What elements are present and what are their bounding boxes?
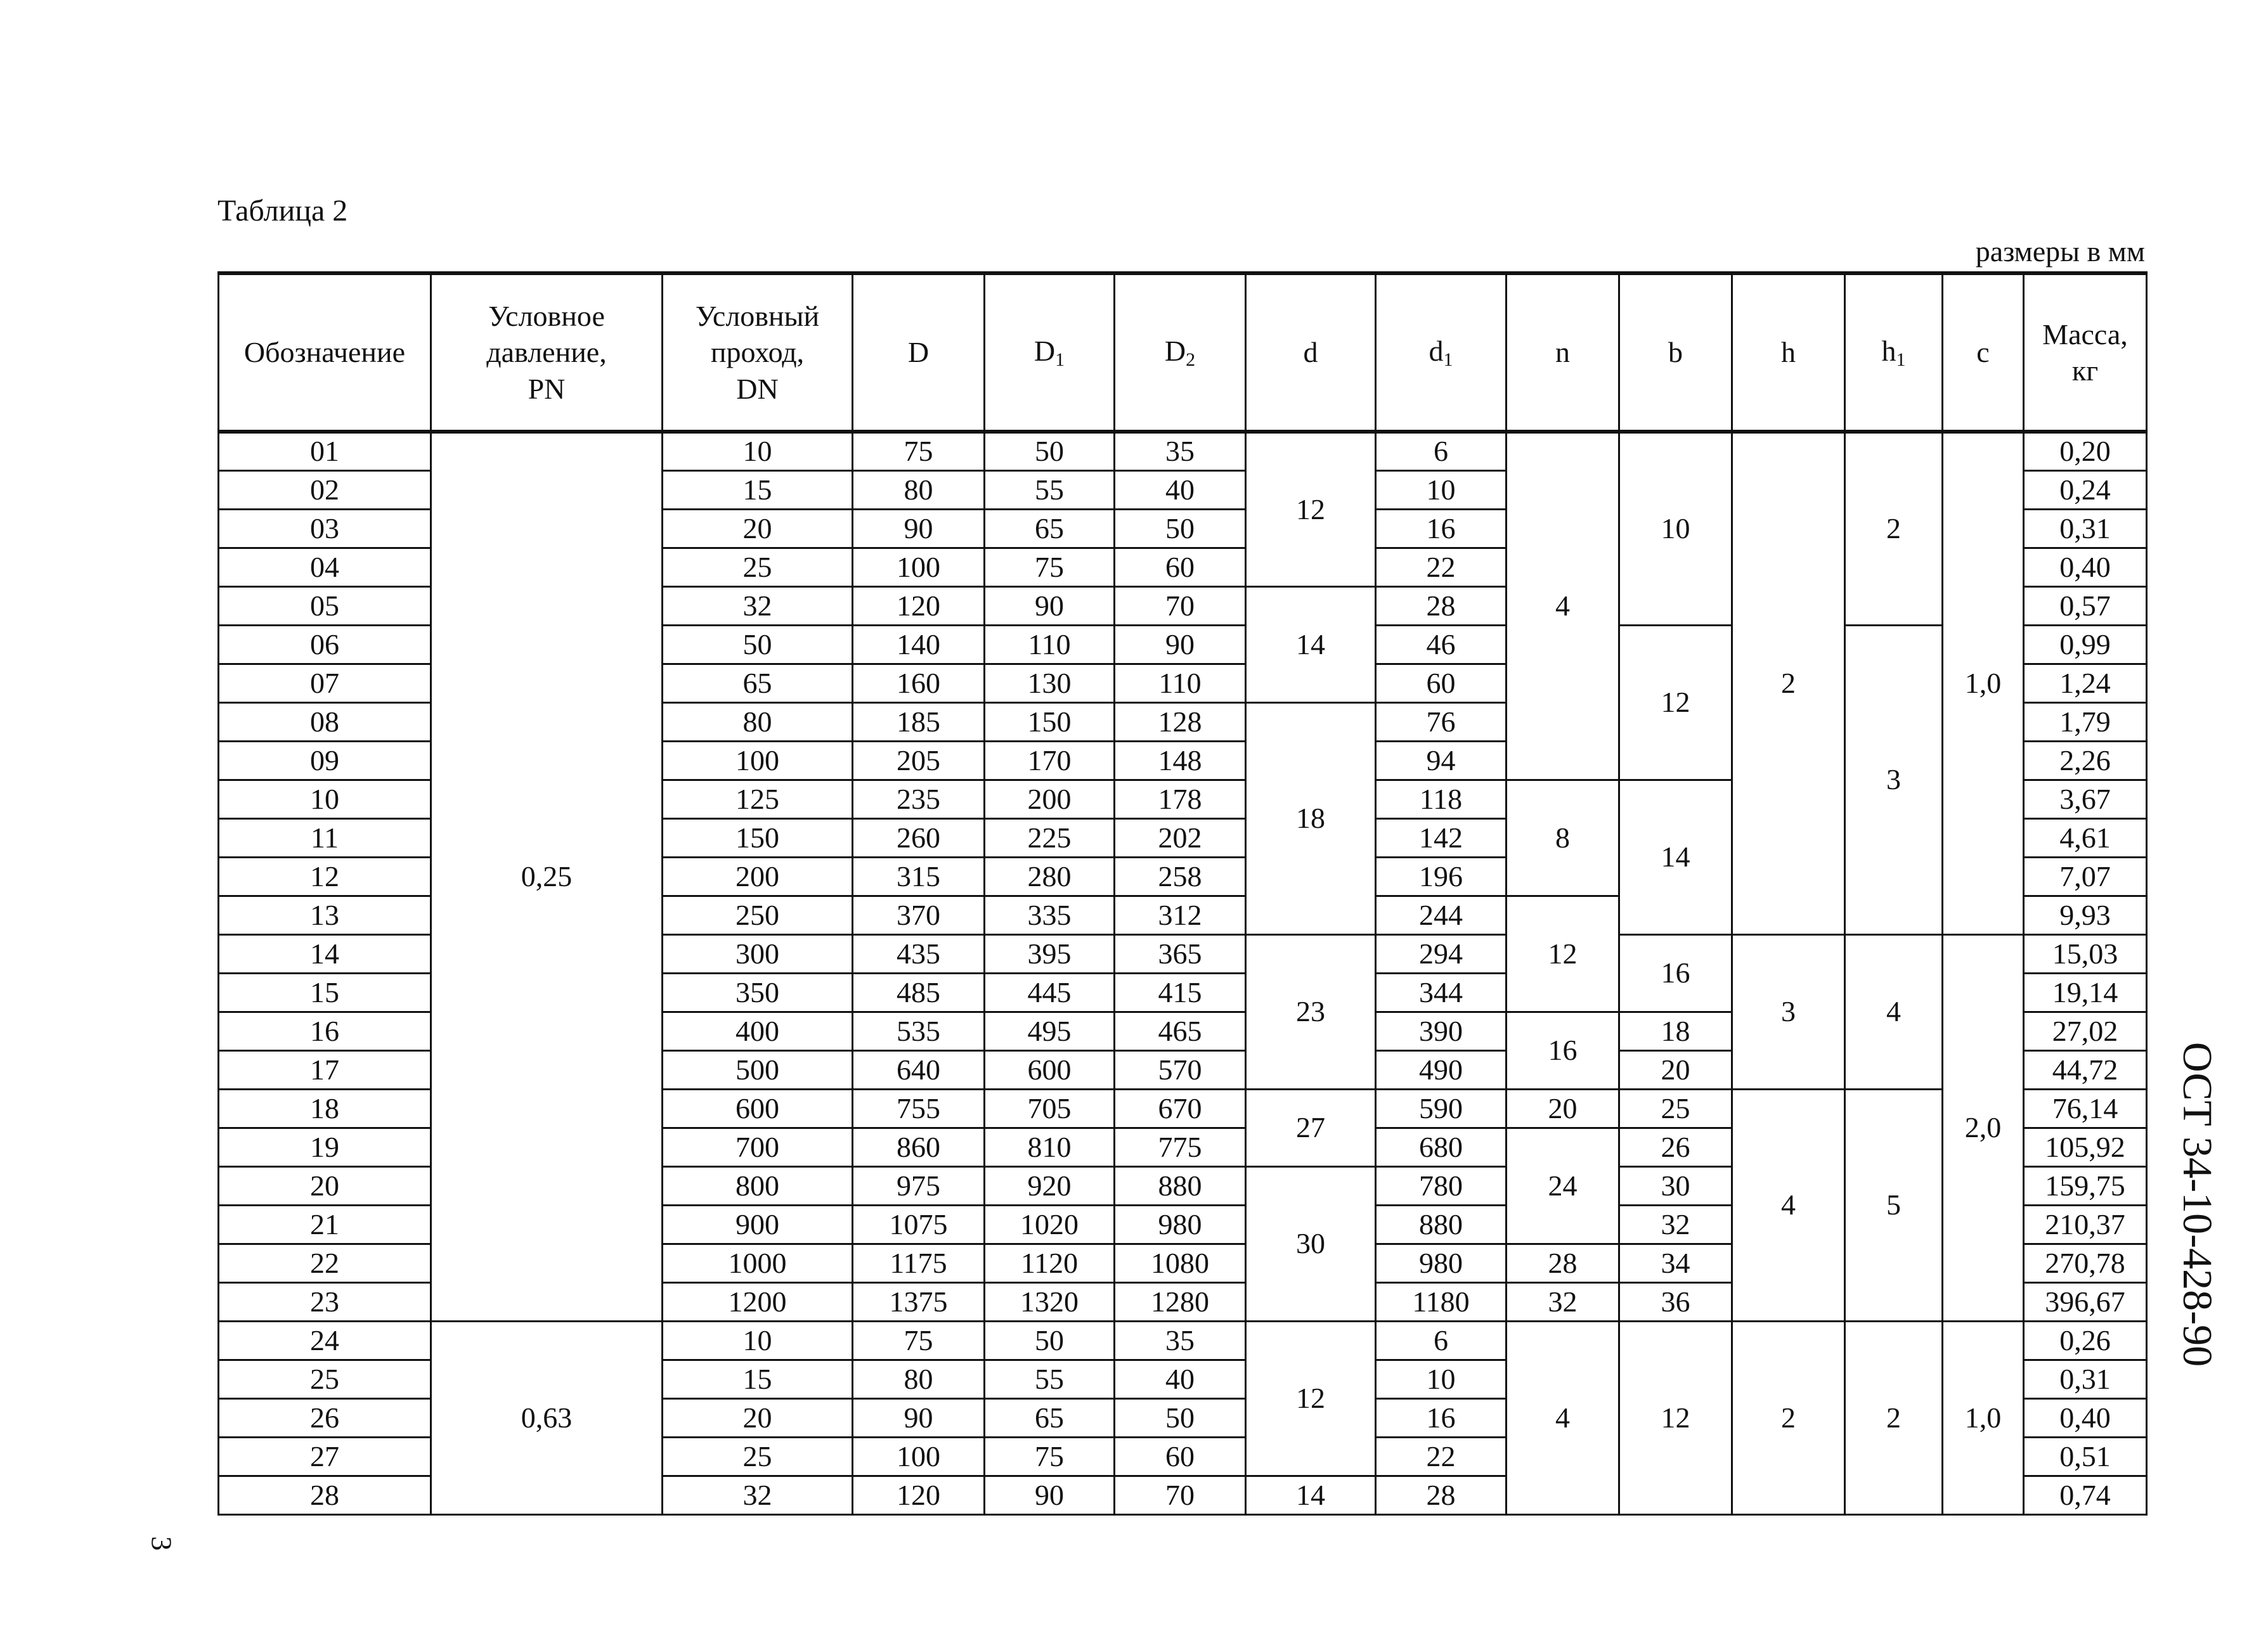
cell-id: 13 [219,896,431,934]
cell-c: 2,0 [1943,934,2024,1321]
cell-dn: 400 [663,1012,853,1050]
cell-d1: 196 [1376,857,1507,896]
cell-id: 09 [219,741,431,780]
cell-d: 14 [1246,1476,1376,1514]
cell-b: 10 [1619,432,1732,625]
cell-mass: 0,51 [2024,1437,2147,1476]
cell-d1: 94 [1376,741,1507,780]
cell-dn: 25 [663,1437,853,1476]
cell-d1: 16 [1376,1398,1507,1437]
cell-id: 20 [219,1166,431,1205]
cell-h1: 5 [1845,1089,1943,1321]
cell-id: 24 [219,1321,431,1360]
cell-D2: 1080 [1115,1244,1246,1282]
cell-d1: 1180 [1376,1282,1507,1321]
header-h1-main: h [1881,335,1896,368]
cell-D: 860 [853,1128,985,1166]
cell-mass: 0,31 [2024,1360,2147,1398]
table-body [219,432,2147,1514]
cell-D2: 415 [1115,973,1246,1012]
cell-D2: 775 [1115,1128,1246,1166]
cell-d: 18 [1246,702,1376,934]
cell-dn: 50 [663,625,853,664]
cell-D1: 50 [985,432,1115,470]
cell-d1: 244 [1376,896,1507,934]
cell-D: 80 [853,470,985,509]
cell-D: 1075 [853,1205,985,1244]
cell-mass: 0,57 [2024,586,2147,625]
cell-D: 100 [853,1437,985,1476]
cell-dn: 350 [663,973,853,1012]
cell-D2: 980 [1115,1205,1246,1244]
cell-d1: 10 [1376,1360,1507,1398]
header-D2 [1115,273,1246,432]
cell-id: 28 [219,1476,431,1514]
cell-D2: 60 [1115,1437,1246,1476]
cell-D2: 40 [1115,1360,1246,1398]
cell-d1: 76 [1376,702,1507,741]
cell-D1: 170 [985,741,1115,780]
header-pressure [431,273,663,432]
cell-d1: 60 [1376,664,1507,702]
cell-mass: 15,03 [2024,934,2147,973]
cell-mass: 1,24 [2024,664,2147,702]
cell-D1: 90 [985,586,1115,625]
cell-D1: 65 [985,509,1115,548]
cell-D1: 280 [985,857,1115,896]
cell-mass: 105,92 [2024,1128,2147,1166]
cell-d1: 980 [1376,1244,1507,1282]
cell-id: 04 [219,548,431,586]
cell-c: 1,0 [1943,1321,2024,1514]
cell-D1: 395 [985,934,1115,973]
cell-id: 02 [219,470,431,509]
cell-D1: 335 [985,896,1115,934]
cell-D2: 35 [1115,1321,1246,1360]
cell-id: 06 [219,625,431,664]
header-row [219,273,2147,432]
cell-mass: 159,75 [2024,1166,2147,1205]
cell-D2: 258 [1115,857,1246,896]
units-note: размеры в мм [1975,235,2145,267]
cell-id: 23 [219,1282,431,1321]
cell-D: 140 [853,625,985,664]
cell-id: 08 [219,702,431,741]
cell-D2: 148 [1115,741,1246,780]
cell-dn: 20 [663,1398,853,1437]
cell-d1: 118 [1376,780,1507,818]
cell-d1: 142 [1376,818,1507,857]
table-caption: Таблица 2 [217,194,348,228]
cell-id: 15 [219,973,431,1012]
cell-d1: 590 [1376,1089,1507,1128]
cell-d1: 680 [1376,1128,1507,1166]
cell-h1: 4 [1845,934,1943,1089]
cell-D: 90 [853,1398,985,1437]
cell-D: 1175 [853,1244,985,1282]
header-h1 [1845,273,1943,432]
header-mass [2024,273,2147,432]
cell-D: 435 [853,934,985,973]
cell-id: 26 [219,1398,431,1437]
cell-D: 755 [853,1089,985,1128]
cell-id: 18 [219,1089,431,1128]
cell-D: 120 [853,1476,985,1514]
cell-dn: 600 [663,1089,853,1128]
cell-D1: 55 [985,470,1115,509]
cell-d1: 6 [1376,1321,1507,1360]
cell-d1: 22 [1376,548,1507,586]
cell-dn: 900 [663,1205,853,1244]
cell-D2: 312 [1115,896,1246,934]
cell-D: 90 [853,509,985,548]
cell-D1: 705 [985,1089,1115,1128]
cell-d1: 390 [1376,1012,1507,1050]
cell-d1: 780 [1376,1166,1507,1205]
cell-id: 16 [219,1012,431,1050]
cell-D2: 40 [1115,470,1246,509]
cell-d: 12 [1246,432,1376,586]
header-D2-sub: 2 [1186,349,1196,371]
cell-D: 975 [853,1166,985,1205]
cell-d: 27 [1246,1089,1376,1166]
cell-b: 12 [1619,1321,1732,1514]
header-bore-l1: Условный [695,299,820,332]
cell-D1: 445 [985,973,1115,1012]
header-D1 [985,273,1115,432]
cell-D1: 130 [985,664,1115,702]
cell-h: 3 [1732,934,1845,1089]
cell-id: 21 [219,1205,431,1244]
cell-mass: 44,72 [2024,1050,2147,1089]
page-number: 3 [145,1536,178,1551]
cell-D: 1375 [853,1282,985,1321]
header-pressure-l1: Условное [488,299,605,332]
cell-D: 75 [853,432,985,470]
cell-n: 8 [1507,780,1619,896]
cell-dn: 1000 [663,1244,853,1282]
cell-mass: 3,67 [2024,780,2147,818]
cell-D1: 1020 [985,1205,1115,1244]
cell-d1: 10 [1376,470,1507,509]
cell-D2: 202 [1115,818,1246,857]
cell-D2: 50 [1115,1398,1246,1437]
header-designation: Обозначение [219,273,431,432]
cell-id: 17 [219,1050,431,1089]
cell-D2: 50 [1115,509,1246,548]
cell-d1: 6 [1376,432,1507,470]
cell-id: 25 [219,1360,431,1398]
header-mass-l1: Масса, [2042,318,2128,351]
cell-n: 28 [1507,1244,1619,1282]
cell-mass: 396,67 [2024,1282,2147,1321]
cell-D2: 35 [1115,432,1246,470]
cell-D1: 495 [985,1012,1115,1050]
cell-mass: 1,79 [2024,702,2147,741]
header-bore [663,273,853,432]
cell-id: 27 [219,1437,431,1476]
cell-dn: 32 [663,1476,853,1514]
cell-mass: 270,78 [2024,1244,2147,1282]
cell-n: 16 [1507,1012,1619,1089]
cell-id: 01 [219,432,431,470]
cell-b: 12 [1619,625,1732,780]
cell-dn: 800 [663,1166,853,1205]
cell-D2: 365 [1115,934,1246,973]
header-h: h [1732,273,1845,432]
cell-b: 16 [1619,934,1732,1012]
header-b: b [1619,273,1732,432]
cell-D1: 75 [985,1437,1115,1476]
cell-D1: 65 [985,1398,1115,1437]
cell-D2: 178 [1115,780,1246,818]
cell-id: 07 [219,664,431,702]
cell-n: 20 [1507,1089,1619,1128]
cell-D: 160 [853,664,985,702]
cell-D1: 150 [985,702,1115,741]
header-pressure-l3: PN [528,372,566,405]
cell-b: 25 [1619,1089,1732,1128]
cell-D1: 1320 [985,1282,1115,1321]
cell-b: 36 [1619,1282,1732,1321]
cell-dn: 300 [663,934,853,973]
cell-D1: 810 [985,1128,1115,1166]
cell-d1: 28 [1376,1476,1507,1514]
header-d1-sub: 1 [1443,349,1453,371]
cell-mass: 0,24 [2024,470,2147,509]
cell-dn: 125 [663,780,853,818]
cell-D: 75 [853,1321,985,1360]
cell-dn: 500 [663,1050,853,1089]
cell-dn: 100 [663,741,853,780]
cell-dn: 10 [663,432,853,470]
cell-mass: 9,93 [2024,896,2147,934]
cell-dn: 80 [663,702,853,741]
cell-dn: 150 [663,818,853,857]
cell-dn: 25 [663,548,853,586]
cell-D1: 200 [985,780,1115,818]
cell-D1: 1120 [985,1244,1115,1282]
cell-D1: 90 [985,1476,1115,1514]
cell-id: 10 [219,780,431,818]
cell-dn: 200 [663,857,853,896]
cell-D1: 55 [985,1360,1115,1398]
cell-b: 26 [1619,1128,1732,1166]
cell-D: 315 [853,857,985,896]
cell-dn: 250 [663,896,853,934]
cell-mass: 27,02 [2024,1012,2147,1050]
cell-d1: 344 [1376,973,1507,1012]
cell-dn: 32 [663,586,853,625]
cell-id: 14 [219,934,431,973]
cell-dn: 65 [663,664,853,702]
cell-D: 370 [853,896,985,934]
header-d1-main: d [1429,335,1444,368]
cell-d1: 490 [1376,1050,1507,1089]
cell-dn: 700 [663,1128,853,1166]
cell-D2: 670 [1115,1089,1246,1128]
cell-D1: 225 [985,818,1115,857]
cell-D2: 110 [1115,664,1246,702]
header-bore-l2: проход, [710,336,805,369]
cell-D: 100 [853,548,985,586]
cell-D2: 90 [1115,625,1246,664]
cell-D2: 70 [1115,1476,1246,1514]
cell-D: 640 [853,1050,985,1089]
flange-dimensions-table [217,271,2148,1516]
cell-mass: 19,14 [2024,973,2147,1012]
cell-n: 4 [1507,432,1619,780]
cell-mass: 0,40 [2024,548,2147,586]
header-mass-l2: кг [2071,354,2099,387]
cell-pn: 0,25 [431,432,663,1321]
cell-D: 535 [853,1012,985,1050]
header-D1-main: D [1034,335,1056,368]
header-d: d [1246,273,1376,432]
table-row [219,432,2147,470]
cell-n: 24 [1507,1128,1619,1244]
cell-D2: 70 [1115,586,1246,625]
cell-D2: 128 [1115,702,1246,741]
cell-mass: 0,74 [2024,1476,2147,1514]
table-row [219,1321,2147,1360]
cell-id: 12 [219,857,431,896]
cell-D: 260 [853,818,985,857]
header-n: n [1507,273,1619,432]
cell-mass: 0,99 [2024,625,2147,664]
cell-D1: 920 [985,1166,1115,1205]
cell-h: 2 [1732,1321,1845,1514]
cell-d1: 46 [1376,625,1507,664]
cell-d: 30 [1246,1166,1376,1321]
cell-d1: 28 [1376,586,1507,625]
cell-D2: 1280 [1115,1282,1246,1321]
cell-b: 32 [1619,1205,1732,1244]
cell-D: 185 [853,702,985,741]
header-D1-sub: 1 [1055,349,1065,371]
cell-id: 22 [219,1244,431,1282]
cell-mass: 76,14 [2024,1089,2147,1128]
cell-h1: 2 [1845,1321,1943,1514]
cell-b: 14 [1619,780,1732,934]
cell-b: 34 [1619,1244,1732,1282]
header-h1-sub: 1 [1896,349,1906,371]
cell-dn: 10 [663,1321,853,1360]
cell-D2: 465 [1115,1012,1246,1050]
cell-h1: 2 [1845,432,1943,625]
header-d1 [1376,273,1507,432]
cell-dn: 15 [663,1360,853,1398]
cell-mass: 210,37 [2024,1205,2147,1244]
header-D: D [853,273,985,432]
cell-D2: 570 [1115,1050,1246,1089]
cell-mass: 0,20 [2024,432,2147,470]
cell-pn: 0,63 [431,1321,663,1514]
cell-d1: 880 [1376,1205,1507,1244]
cell-d1: 16 [1376,509,1507,548]
header-bore-l3: DN [736,372,779,405]
cell-n: 4 [1507,1321,1619,1514]
cell-mass: 0,40 [2024,1398,2147,1437]
cell-mass: 0,26 [2024,1321,2147,1360]
cell-d: 12 [1246,1321,1376,1476]
cell-D1: 50 [985,1321,1115,1360]
cell-n: 12 [1507,896,1619,1012]
cell-id: 19 [219,1128,431,1166]
cell-b: 20 [1619,1050,1732,1089]
cell-mass: 2,26 [2024,741,2147,780]
cell-mass: 4,61 [2024,818,2147,857]
cell-D2: 880 [1115,1166,1246,1205]
cell-h: 4 [1732,1089,1845,1321]
cell-h: 2 [1732,432,1845,934]
cell-D1: 600 [985,1050,1115,1089]
cell-mass: 0,31 [2024,509,2147,548]
cell-dn: 1200 [663,1282,853,1321]
cell-d: 14 [1246,586,1376,702]
cell-D: 485 [853,973,985,1012]
cell-b: 30 [1619,1166,1732,1205]
cell-d1: 294 [1376,934,1507,973]
cell-D: 120 [853,586,985,625]
cell-id: 05 [219,586,431,625]
cell-n: 32 [1507,1282,1619,1321]
cell-dn: 15 [663,470,853,509]
cell-d: 23 [1246,934,1376,1089]
standard-code: ОСТ 34-10-428-90 [2174,1041,2220,1367]
cell-id: 11 [219,818,431,857]
header-D2-main: D [1164,335,1186,368]
cell-D1: 110 [985,625,1115,664]
cell-b: 18 [1619,1012,1732,1050]
cell-mass: 7,07 [2024,857,2147,896]
cell-D2: 60 [1115,548,1246,586]
cell-D: 235 [853,780,985,818]
cell-id: 03 [219,509,431,548]
cell-c: 1,0 [1943,432,2024,934]
header-c: c [1943,273,2024,432]
cell-dn: 20 [663,509,853,548]
cell-D: 80 [853,1360,985,1398]
cell-D1: 75 [985,548,1115,586]
cell-D: 205 [853,741,985,780]
cell-h1: 3 [1845,625,1943,934]
header-pressure-l2: давление, [486,336,607,369]
cell-d1: 22 [1376,1437,1507,1476]
